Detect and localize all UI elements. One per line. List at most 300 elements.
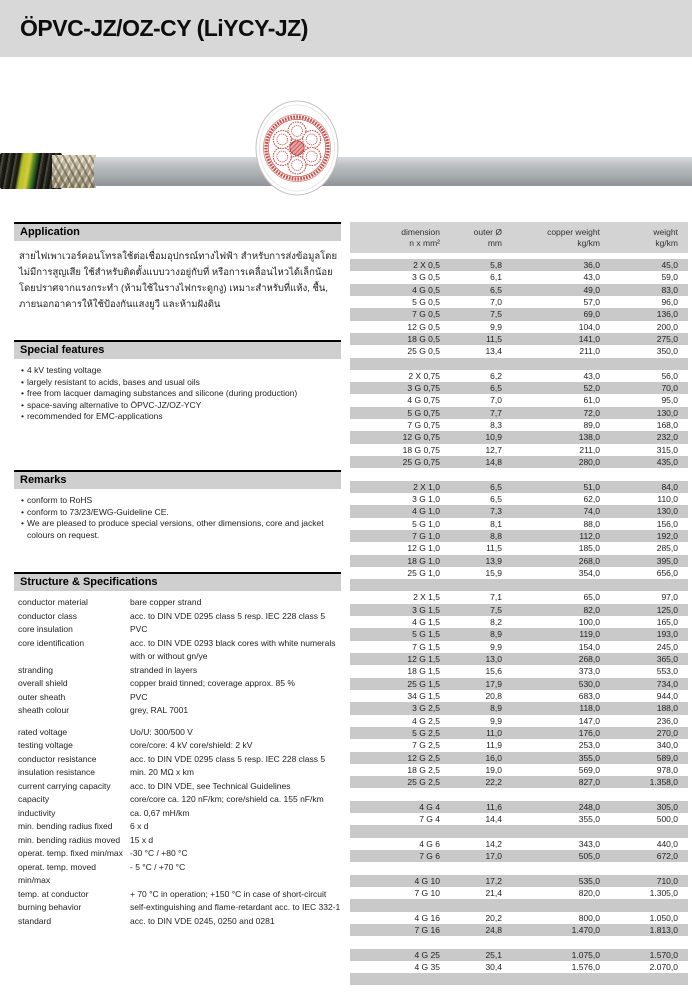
table-row [350,838,688,850]
cell-copper: 280,0 [578,457,600,467]
cable-cross-section-diagram [255,100,339,196]
cell-copper: 43,0 [583,370,600,381]
header-outer-diameter: outer Ø mm [473,227,502,248]
section-application [14,222,341,313]
spec-value: + 70 °C in operation; +150 °C in case of short-circuit [130,888,327,899]
cell-weight: 136,0 [656,309,678,320]
cell-weight: 365,0 [656,654,678,664]
cell-copper: 82,0 [583,604,600,615]
cell-dim: 3 G 1,5 [412,604,440,615]
table-row [350,702,688,714]
cell-outer: 21,4 [485,887,502,898]
section-remarks [14,470,341,541]
spec-label: core insulation [18,624,73,634]
spec-label: operat. temp. fixed min/max [18,848,123,858]
cell-dim: 2 X 0,5 [413,260,440,270]
cell-outer: 14,4 [485,814,502,825]
cell-outer: 7,0 [490,395,502,406]
cell-weight: 2.070,0 [649,961,678,972]
cell-weight: 672,0 [656,851,678,861]
table-body [350,259,688,985]
cell-dim: 18 G 1,0 [407,555,440,566]
cell-dim: 4 G 35 [414,961,440,972]
cell-weight: 188,0 [656,703,678,714]
table-spacer-row [350,358,688,370]
cell-dim: 12 G 1,0 [407,543,440,554]
cell-dim: 12 G 1,5 [407,654,440,664]
cell-dim: 7 G 16 [414,924,440,935]
cell-outer: 6,5 [490,383,502,394]
cell-outer: 8,8 [490,530,502,541]
cell-copper: 683,0 [578,690,600,701]
table-row [350,653,688,665]
cell-outer: 11,5 [486,333,502,344]
spec-label: current carrying capacity [18,780,111,791]
table-row [350,321,688,333]
cell-outer: 7,5 [490,604,502,615]
cell-outer: 13,4 [485,346,502,357]
cell-copper: 176,0 [578,727,600,738]
cell-outer: 7,7 [490,407,502,418]
cell-outer: 11,5 [486,543,502,554]
cell-outer: 15,6 [485,666,502,677]
bullet-text: 4 kV testing voltage [27,365,102,375]
table-row [350,616,688,628]
spec-row [14,726,341,740]
cell-weight: 340,0 [656,740,678,751]
table-spacer-row [350,936,688,948]
table-row [350,259,688,271]
cell-copper: 88,0 [583,518,600,529]
table-row [350,949,688,961]
cell-weight: 315,0 [656,444,678,455]
cell-outer: 7,1 [490,592,502,603]
cell-copper: 253,0 [578,740,600,751]
header-weight: weight kg/km [653,227,678,248]
cell-copper: 52,0 [583,383,600,394]
table-row [350,727,688,739]
cell-outer: 7,5 [490,309,502,320]
spec-value: ca. 0,67 mH/km [130,807,190,818]
table-spacer-row [350,973,688,985]
cell-outer: 25,1 [485,949,502,960]
cell-copper: 355,0 [578,752,600,763]
bullet-text: conform to RoHS [27,495,93,505]
cell-dim: 7 G 4 [419,814,440,825]
remarks-heading: Remarks [14,470,341,489]
cell-weight: 168,0 [656,420,678,431]
cell-copper: 154,0 [578,641,600,652]
cell-outer: 20,8 [485,690,502,701]
cell-copper: 141,0 [578,333,600,344]
cell-dim: 7 G 1,5 [412,641,440,652]
spec-value: min. 20 MΩ x km [130,767,194,777]
cell-weight: 435,0 [656,457,678,467]
spec-row [14,623,341,637]
header-copper-weight: copper weight kg/km [547,227,600,248]
cell-outer: 9,9 [490,715,502,726]
cable-photo-sheath [94,157,692,186]
cell-weight: 130,0 [656,407,678,418]
spec-label: rated voltage [18,726,68,737]
spec-label: testing voltage [18,740,73,750]
cell-weight: 1.358,0 [649,777,678,788]
cell-copper: 65,0 [583,592,600,603]
table-row [350,518,688,530]
cell-weight: 45,0 [661,260,678,270]
spec-value: 15 x d [130,834,154,845]
specs-list [14,591,341,928]
cell-dim: 7 G 10 [414,887,440,898]
cell-weight: 200,0 [656,321,678,332]
left-column [14,222,341,992]
cell-weight: 305,0 [656,801,678,812]
cell-copper: 100,0 [578,617,600,628]
spec-value: - 5 °C / +70 °C [130,861,186,872]
cell-copper: 268,0 [578,654,600,664]
spec-row [14,637,341,664]
cell-copper: 569,0 [578,764,600,775]
cell-weight: 96,0 [661,296,678,307]
cell-dim: 5 G 1,5 [412,629,440,640]
cell-outer: 14,8 [485,457,502,467]
bullet-item [18,377,341,389]
cell-weight: 156,0 [656,518,678,529]
cell-outer: 8,1 [490,518,502,529]
spec-value: acc. to DIN VDE 0245, 0250 and 0281 [130,915,275,926]
spec-value: acc. to DIN VDE 0295 class 5 resp. IEC 228 class 5 [130,610,326,621]
cell-outer: 13,0 [485,654,502,664]
title-bar [0,0,692,57]
cell-copper: 185,0 [578,543,600,554]
cell-dim: 4 G 4 [419,801,440,812]
cell-outer: 11,6 [486,801,502,812]
structure-specifications-heading: Structure & Specifications [14,572,341,591]
table-row [350,801,688,813]
cell-outer: 8,2 [490,617,502,628]
spec-label: outer sheath [18,691,66,702]
cell-dim: 2 X 1,0 [413,481,440,492]
spec-value: -30 °C / +80 °C [130,848,188,858]
bullet-item [18,507,341,519]
table-row [350,419,688,431]
spec-row [14,610,341,624]
cell-weight: 192,0 [656,530,678,541]
cell-dim: 12 G 2,5 [407,752,440,763]
cell-dim: 2 X 0,75 [408,370,440,381]
spec-label: min. bending radius moved [18,834,121,845]
spec-label: conductor class [18,610,78,621]
spec-value: copper braid tinned; coverage approx. 85 % [130,678,295,688]
cell-copper: 118,0 [579,703,600,714]
cell-copper: 62,0 [583,493,600,504]
spec-value: 6 x d [130,821,149,831]
cell-copper: 1.075,0 [571,949,600,960]
cell-copper: 248,0 [578,801,600,812]
spec-label: conductor resistance [18,753,97,764]
table-row [350,308,688,320]
header-dimension: dimension n x mm² [401,227,440,248]
cell-dim: 7 G 1,0 [412,530,440,541]
cell-weight: 165,0 [656,617,678,628]
bullet-item [18,518,341,541]
cell-copper: 211,0 [579,444,600,455]
cell-weight: 656,0 [656,567,678,578]
cell-outer: 8,9 [490,703,502,714]
cell-dim: 4 G 10 [414,875,440,886]
spec-value: core/core ca. 120 nF/km; core/shield ca. 155 nF/km [130,794,324,804]
cell-weight: 110,0 [657,493,678,504]
cell-weight: 710,0 [656,875,678,886]
cell-copper: 268,0 [578,555,600,566]
cell-dim: 3 G 0,5 [412,272,440,283]
table-row [350,924,688,936]
cell-weight: 59,0 [661,272,678,283]
table-spacer-row [350,825,688,837]
spec-value: PVC [130,691,148,702]
spec-row [14,780,341,794]
table-row [350,505,688,517]
cell-weight: 1.813,0 [649,924,678,935]
cell-dim: 5 G 2,5 [412,727,440,738]
cell-copper: 112,0 [579,530,600,541]
cell-dim: 7 G 0,75 [407,420,440,431]
cell-copper: 36,0 [583,260,600,270]
table-row [350,493,688,505]
cell-dim: 3 G 2,5 [412,703,440,714]
table-row [350,813,688,825]
spec-row [14,664,341,678]
cell-copper: 211,0 [579,346,600,357]
spec-label: temp. at conductor [18,888,89,899]
cell-dim: 4 G 2,5 [412,715,440,726]
cell-outer: 6,5 [490,493,502,504]
spec-label: sheath colour [18,705,70,715]
table-row [350,530,688,542]
cell-weight: 83,0 [661,284,678,295]
section-special-features [14,340,341,423]
cell-weight: 589,0 [656,752,678,763]
bullet-text: largely resistant to acids, bases and usual oils [27,376,200,387]
cell-outer: 20,2 [485,912,502,923]
bullet-text: free from lacquer damaging substances and silicone (during production) [27,388,298,398]
spec-value: self-extinguishing and flame-retardant acc. to IEC 332-1 [130,902,341,912]
cell-copper: 72,0 [583,407,600,418]
table-row [350,912,688,924]
spec-row [14,766,341,780]
spec-label: core identification [18,637,85,648]
cell-dim: 7 G 6 [419,851,440,861]
cell-dim: 2 X 1,5 [413,592,440,603]
cell-outer: 6,5 [490,481,502,492]
cell-dim: 25 G 0,5 [407,346,440,357]
cable-photo-braid-shield [52,155,96,188]
cell-dim: 4 G 25 [414,949,440,960]
table-spacer-row [350,788,688,800]
cell-weight: 236,0 [656,715,678,726]
cell-weight: 553,0 [656,666,678,677]
spec-label: overall shield [18,678,68,688]
cell-dim: 34 G 1,5 [407,690,440,701]
cell-dim: 7 G 0,5 [412,309,440,320]
table-row [350,444,688,456]
cell-copper: 827,0 [578,777,600,788]
cell-weight: 70,0 [661,383,678,394]
table-row [350,394,688,406]
cell-dim: 25 G 2,5 [407,777,440,788]
cell-outer: 24,8 [485,924,502,935]
spec-value: Uo/U: 300/500 V [130,726,193,737]
bullet-dot: • [21,518,24,528]
table-row [350,641,688,653]
cell-copper: 1.576,0 [571,961,600,972]
bullet-item [18,365,341,377]
cell-outer: 6,1 [490,272,502,283]
cell-weight: 84,0 [661,481,678,492]
table-row [350,961,688,973]
cell-outer: 11,0 [486,727,502,738]
cell-weight: 1.570,0 [649,949,678,960]
table-row [350,407,688,419]
cell-copper: 1.470,0 [571,924,600,935]
cell-outer: 8,3 [490,420,502,431]
cell-copper: 343,0 [578,838,600,849]
cell-outer: 17,2 [485,875,502,886]
cell-copper: 820,0 [578,887,600,898]
spec-row [14,691,341,705]
cell-weight: 270,0 [656,727,678,738]
table-row [350,333,688,345]
cell-dim: 12 G 0,5 [407,321,440,332]
cell-outer: 5,8 [490,260,502,270]
bullet-text: conform to 73/23/EWG-Guideline CE. [27,506,169,517]
table-row [350,850,688,862]
table-row [350,296,688,308]
cell-outer: 17,0 [485,851,502,861]
cell-dim: 7 G 2,5 [412,740,440,751]
spec-label: standard [18,915,52,926]
cell-copper: 49,0 [583,284,600,295]
spec-row [14,807,341,821]
table-row [350,345,688,357]
table-header [350,222,688,253]
cell-dim: 12 G 0,75 [402,432,440,443]
cell-dim: 25 G 0,75 [402,457,440,467]
dimension-table [350,222,688,985]
cell-weight: 130,0 [656,506,678,517]
cell-weight: 978,0 [656,764,678,775]
page-title: ÖPVC-JZ/OZ-CY (LiYCY-JZ) [20,15,308,41]
cell-outer: 10,9 [485,432,502,443]
spec-value: acc. to DIN VDE 0293 black cores with white numerals with or without gn/ye [130,637,336,661]
table-row [350,678,688,690]
spec-row [14,901,341,915]
cell-weight: 395,0 [656,555,678,566]
cell-dim: 3 G 0,75 [407,383,440,394]
spec-label: burning behavior [18,902,82,912]
cell-copper: 354,0 [578,567,600,578]
cell-dim: 4 G 0,5 [412,284,440,295]
cell-dim: 25 G 1,5 [407,678,440,689]
spec-value: acc. to DIN VDE, see Technical Guidelines [130,780,291,791]
cell-dim: 4 G 1,5 [412,617,440,628]
spec-value: core/core: 4 kV core/shield: 2 kV [130,740,253,750]
table-row [350,542,688,554]
bullet-dot: • [21,399,24,410]
cell-outer: 6,5 [490,284,502,295]
cell-copper: 61,0 [583,395,600,406]
cell-outer: 19,0 [485,764,502,775]
spec-row [14,861,341,888]
table-row [350,875,688,887]
cell-copper: 69,0 [583,309,600,320]
cell-weight: 440,0 [656,838,678,849]
remarks-list [14,489,341,541]
table-spacer-row [350,899,688,911]
cell-weight: 232,0 [656,432,678,443]
cell-outer: 17,9 [485,678,502,689]
bullet-dot: • [21,388,24,398]
spec-label: insulation resistance [18,767,96,777]
cell-dim: 4 G 6 [419,838,440,849]
cell-weight: 1.050,0 [649,912,678,923]
cell-outer: 11,9 [486,740,502,751]
bullet-dot: • [21,411,24,421]
cell-dim: 4 G 1,0 [412,506,440,517]
table-spacer-row [350,862,688,874]
cell-outer: 12,7 [485,444,502,455]
table-row [350,690,688,702]
cell-weight: 285,0 [656,543,678,554]
table-row [350,604,688,616]
table-spacer-row [350,579,688,591]
cell-weight: 350,0 [656,346,678,357]
bullet-text: recommended for EMC-applications [27,411,163,421]
bullet-dot: • [21,376,24,387]
cell-copper: 138,0 [578,432,600,443]
table-row [350,628,688,640]
table-row [350,382,688,394]
spec-value: bare copper strand [130,597,202,607]
spec-label: capacity [18,794,50,804]
bullet-item [18,495,341,507]
table-row [350,567,688,579]
bullet-dot: • [21,495,24,505]
cell-weight: 275,0 [656,333,678,344]
spec-gap [14,718,341,726]
spec-row [14,677,341,691]
cell-dim: 5 G 1,0 [412,518,440,529]
spec-label: inductivity [18,807,56,818]
table-row [350,271,688,283]
cell-weight: 500,0 [656,814,678,825]
cell-outer: 30,4 [485,961,502,972]
special-features-heading: Special features [14,340,341,359]
cell-outer: 13,9 [485,555,502,566]
bullet-item [18,388,341,400]
bullet-item [18,411,341,423]
cell-copper: 505,0 [578,851,600,861]
cell-weight: 944,0 [656,690,678,701]
spec-row [14,753,341,767]
cell-outer: 22,2 [485,777,502,788]
spec-value: grey, RAL 7001 [130,705,189,715]
cell-copper: 104,0 [578,321,600,332]
cell-outer: 16,0 [485,752,502,763]
bullet-text: We are pleased to produce special versions, other dimensions, core and jacket colours on request. [27,518,324,540]
cell-outer: 7,0 [490,296,502,307]
cell-copper: 800,0 [578,912,600,923]
